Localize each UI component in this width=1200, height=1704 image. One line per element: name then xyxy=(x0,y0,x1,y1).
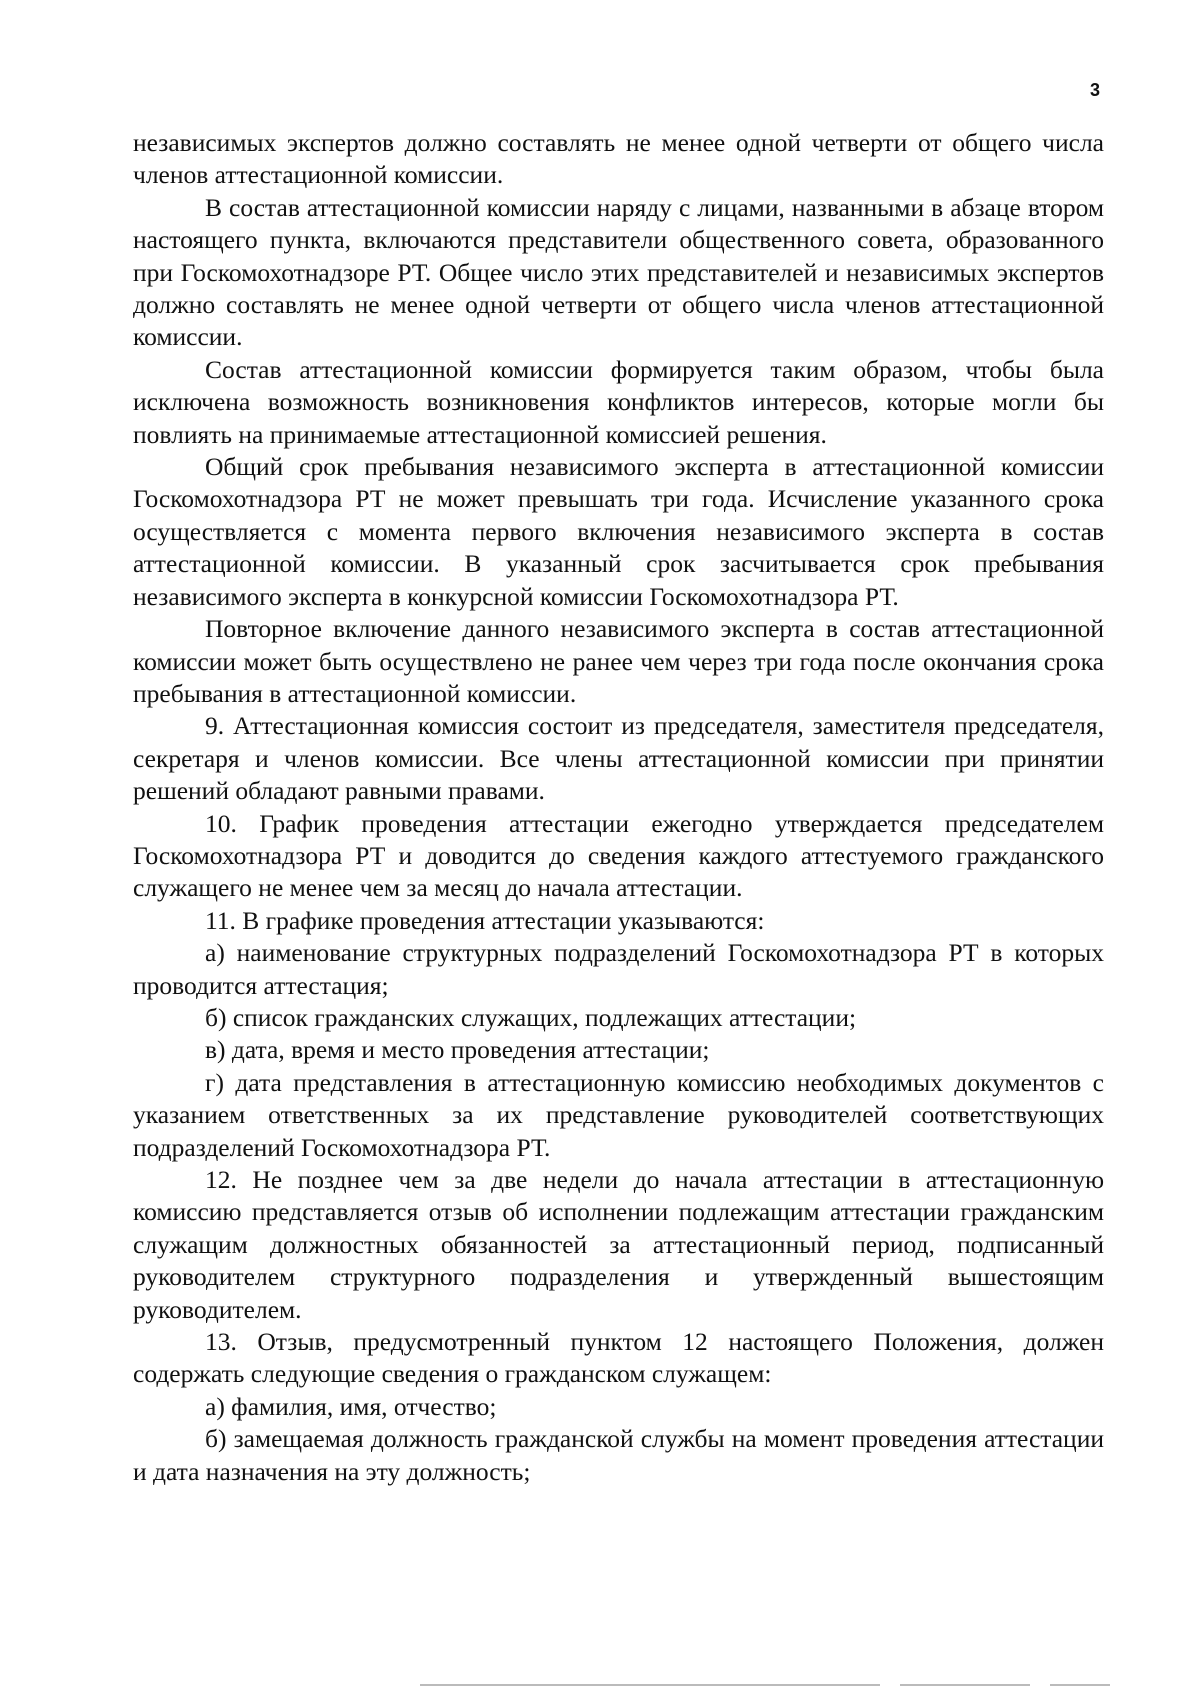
paragraph-item-11-g: г) дата представления в аттестационную комиссию необходимых документов с указанием ответственных за их представление руководителей соответствующих подразделений Госкомохотнадзора РТ. xyxy=(133,1067,1104,1162)
paragraph-item-11-b: б) список гражданских служащих, подлежащих аттестации; xyxy=(205,1002,857,1032)
paragraph-item-10: 10. График проведения аттестации ежегодно утверждается председателем Госкомохотнадзора РТ и доводится до сведения каждого аттестуемого гражданского служащего не менее чем за месяц до начала аттестации. xyxy=(133,808,1104,903)
paragraph-item-11-a: а) наименование структурных подразделений Госкомохотнадзора РТ в которых проводится аттестация; xyxy=(133,938,1104,1000)
paragraph-item-13-a: а) фамилия, имя, отчество; xyxy=(205,1391,497,1421)
scan-edge-lines xyxy=(0,1684,1200,1692)
scan-line xyxy=(1050,1684,1110,1686)
paragraph-commission-composition: В состав аттестационной комиссии наряду с лицами, названными в абзаце втором настоящего пункта, включаются представители общественного совета, образованного при Госкомохотнадзоре РТ. Общее число этих представителей и независимых экспертов должно составлять не менее одной четверти от общего числа членов аттестационной комиссии. xyxy=(133,192,1104,352)
paragraph-item-11: 11. В графике проведения аттестации указываются: xyxy=(205,905,765,935)
paragraph-item-12: 12. Не позднее чем за две недели до начала аттестации в аттестационную комиссию представляется отзыв об исполнении подлежащим аттестации гражданским служащим должностных обязанностей за аттестационный период, подписанный руководителем структурного подразделения и утвержденный вышестоящим руководителем. xyxy=(133,1165,1104,1324)
paragraph-expert-term: Общий срок пребывания независимого эксперта в аттестационной комиссии Госкомохотнадзора РТ не может превышать три года. Исчисление указанного срока осуществляется с момента первого включения независимого эксперта в состав аттестационной комиссии. В указанный срок засчитывается срок пребывания независимого эксперта в конкурсной комиссии Госкомохотнадзора РТ. xyxy=(133,452,1104,611)
page-number: 3 xyxy=(1090,80,1101,100)
paragraph-repeated-inclusion: Повторное включение данного независимого эксперта в состав аттестационной комиссии может быть осуществлено не ранее чем через три года после окончания срока пребывания в аттестационной комиссии. xyxy=(133,614,1104,708)
paragraph-conflict-of-interest: Состав аттестационной комиссии формируется таким образом, чтобы была исключена возможность возникновения конфликтов интересов, которые могли бы повлиять на принимаемые аттестационной комиссией решения. xyxy=(133,354,1104,449)
scan-line xyxy=(420,1684,880,1686)
paragraph-continuation: независимых экспертов должно составлять не менее одной четверти от общего числа членов аттестационной комиссии. xyxy=(133,128,1104,190)
paragraph-item-13: 13. Отзыв, предусмотренный пунктом 12 настоящего Положения, должен содержать следующие сведения о гражданском служащем: xyxy=(133,1327,1104,1389)
scan-line xyxy=(900,1684,1030,1686)
paragraph-item-9: 9. Аттестационная комиссия состоит из председателя, заместителя председателя, секретаря и членов комиссии. Все члены аттестационной комиссии при принятии решений обладают равными правами. xyxy=(133,711,1104,806)
paragraph-item-11-v: в) дата, время и место проведения аттестации; xyxy=(205,1035,710,1065)
paragraph-item-13-b: б) замещаемая должность гражданской службы на момент проведения аттестации и дата назначения на эту должность; xyxy=(133,1424,1104,1486)
document-body xyxy=(133,127,1104,1488)
